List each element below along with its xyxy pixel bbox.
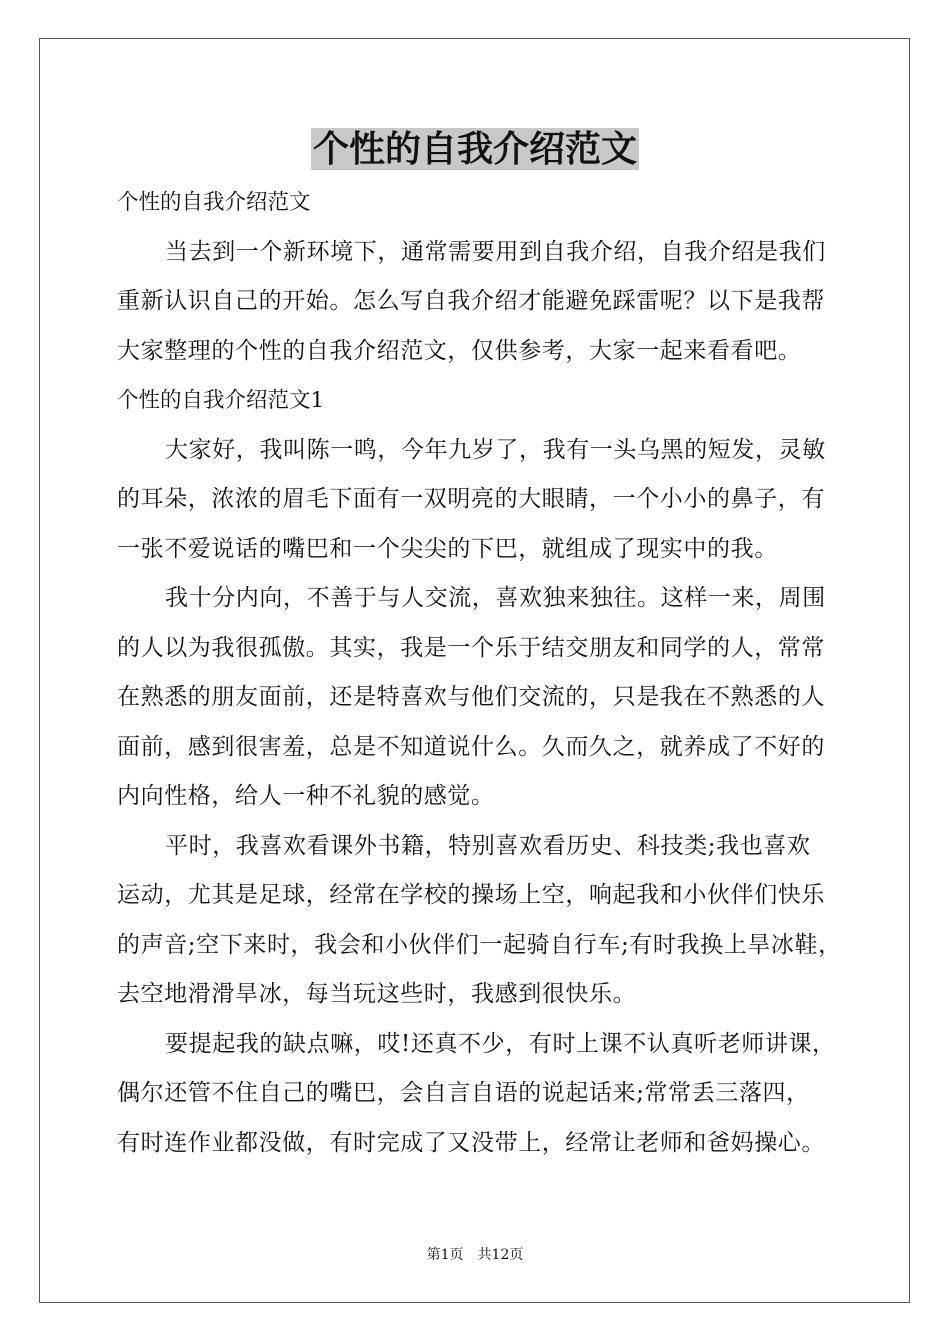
paragraph-line: 内向性格，给人一种不礼貌的感觉。 xyxy=(117,783,495,809)
document-body xyxy=(117,178,843,1168)
paragraph-line: 我十分内向，不善于与人交流，喜欢独来独往。这样一来，周围 xyxy=(165,585,826,611)
paragraph-line: 大家好，我叫陈一鸣，今年九岁了，我有一头乌黑的短发，灵敏 xyxy=(165,436,826,463)
paragraph-line: 偶尔还管不住自己的嘴巴，会自言自语的说起话来;常常丢三落四， xyxy=(117,1080,810,1106)
paragraph-line: 要提起我的缺点嘛，哎!还真不少，有时上课不认真听老师讲课， xyxy=(165,1030,836,1057)
paragraph-line: 在熟悉的朋友面前，还是特喜欢与他们交流的，只是我在不熟悉的人 xyxy=(117,684,825,710)
paragraph-line: 重新认识自己的开始。怎么写自我介绍才能避免踩雷呢？以下是我帮 xyxy=(117,288,825,314)
paragraph-line: 大家整理的个性的自我介绍范文，仅供参考，大家一起来看看吧。 xyxy=(117,337,802,364)
section-heading: 个性的自我介绍范文 xyxy=(117,190,311,215)
paragraph-line: 面前，感到很害羞，总是不知道说什么。久而久之，就养成了不好的 xyxy=(117,733,825,760)
paragraph-line: 的人以为我很孤傲。其实，我是一个乐于结交朋友和同学的人，常常 xyxy=(117,634,825,661)
paragraph-line: 有时连作业都没做，有时完成了又没带上，经常让老师和爸妈操心。 xyxy=(117,1129,825,1156)
document-title xyxy=(0,126,950,172)
page-footer: 第1页 共12页 xyxy=(426,1247,524,1263)
paragraph-line: 去空地滑滑旱冰，每当玩这些时，我感到很快乐。 xyxy=(117,981,637,1007)
paragraph-line: 的耳朵，浓浓的眉毛下面有一双明亮的大眼睛，一个小小的鼻子，有 xyxy=(117,486,825,512)
section-heading: 个性的自我介绍范文1 xyxy=(117,388,325,413)
paragraph-line: 当去到一个新环境下，通常需要用到自我介绍，自我介绍是我们 xyxy=(165,238,826,265)
document-title-text: 个性的自我介绍范文 xyxy=(312,128,637,170)
paragraph-line: 的声音;空下来时，我会和小伙伴们一起骑自行车;有时我换上旱冰鞋， xyxy=(117,931,842,958)
paragraph-line: 平时，我喜欢看课外书籍，特别喜欢看历史、科技类;我也喜欢 xyxy=(165,832,811,859)
paragraph-line: 一张不爱说话的嘴巴和一个尖尖的下巴，就组成了现实中的我。 xyxy=(117,535,778,562)
paragraph-line: 运动，尤其是足球，经常在学校的操场上空，响起我和小伙伴们快乐 xyxy=(117,882,825,908)
